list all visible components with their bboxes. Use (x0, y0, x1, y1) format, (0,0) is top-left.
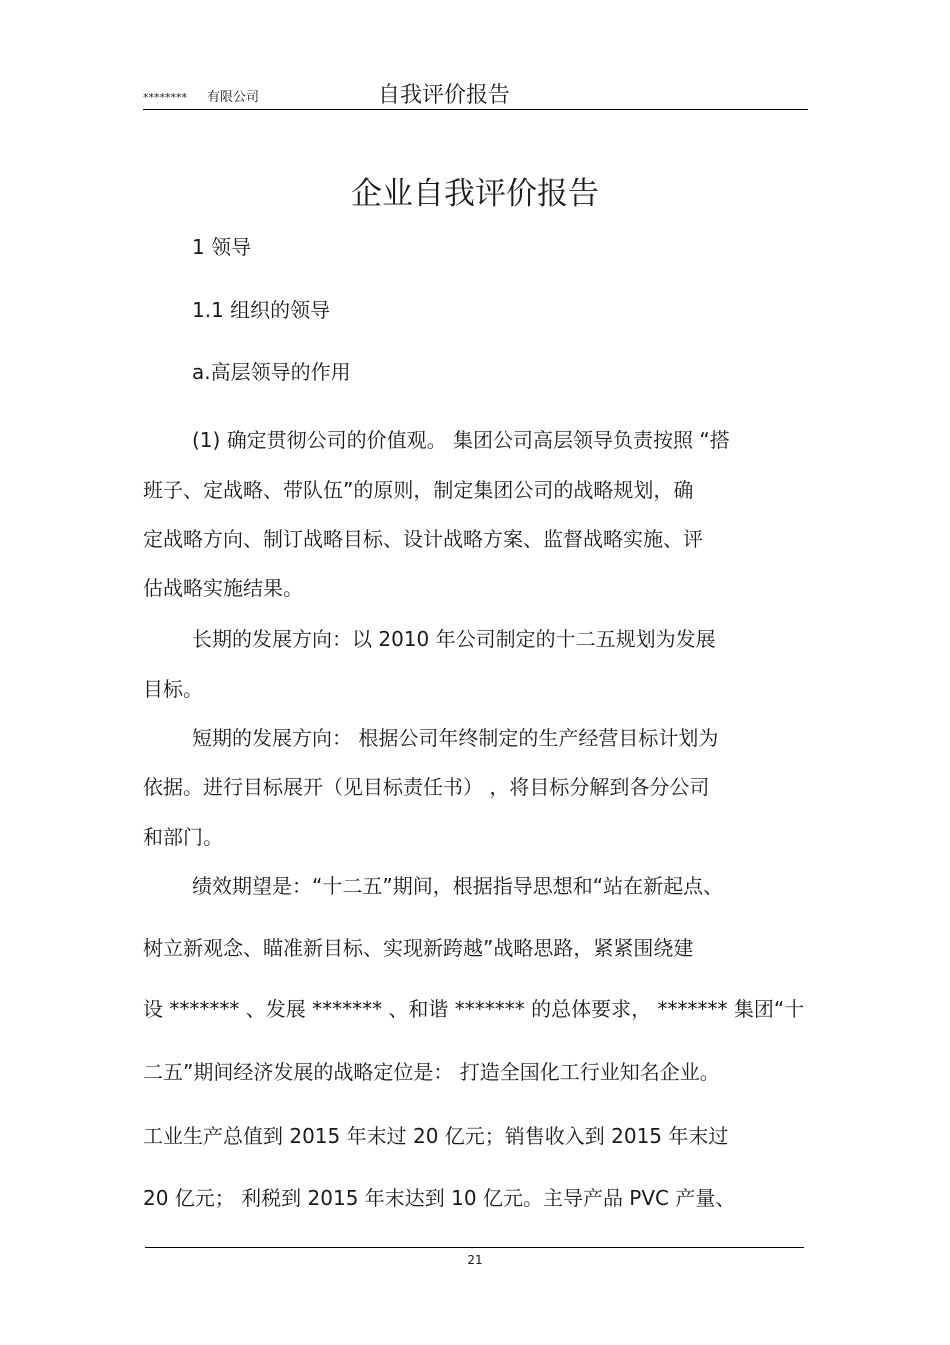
body-line: 依据。进行目标展开（见目标责任书） ，将目标分解到各分公司 (143, 775, 710, 799)
body-line: (1) 确定贯彻公司的价值观。 集团公司高层领导负责按照 “搭 (192, 428, 730, 452)
body-line: 20 亿元； 利税到 2015 年末达到 10 亿元。主导产品 PVC 产量、 (143, 1186, 736, 1210)
footer-divider (145, 1247, 804, 1248)
header-report-title: 自我评价报告 (378, 83, 511, 108)
body-line: 长期的发展方向：以 2010 年公司制定的十二五规划为发展 (192, 627, 716, 651)
body-line: 估战略实施结果。 (143, 576, 303, 600)
header-company (143, 86, 259, 105)
section-heading: 1 领导 (192, 235, 252, 259)
header-company-stars: ******** (143, 91, 187, 104)
header-divider (143, 109, 808, 110)
body-line: 目标。 (143, 677, 203, 701)
page-number: 21 (467, 1253, 483, 1267)
body-line: 工业生产总值到 2015 年末过 20 亿元；销售收入到 2015 年末过 (143, 1124, 729, 1148)
subsection-heading: 1.1 组织的领导 (192, 298, 331, 322)
body-line: 和部门。 (143, 825, 223, 849)
body-line: 二五”期间经济发展的战略定位是： 打造全国化工行业知名企业。 (143, 1060, 720, 1084)
body-line: 定战略方向、制订战略目标、设计战略方案、监督战略实施、评 (143, 527, 703, 551)
body-line: 短期的发展方向： 根据公司年终制定的生产经营目标计划为 (192, 726, 719, 750)
body-line: 设 ******* 、发展 ******* 、和谐 ******* 的总体要求， ******* 集团“十 (143, 997, 805, 1021)
body-line: 树立新观念、瞄准新目标、实现新跨越”战略思路，紧紧围绕建 (143, 936, 694, 960)
document-title: 企业自我评价报告 (351, 176, 599, 212)
item-heading: a.高层领导的作用 (192, 360, 351, 384)
header-company-name: 有限公司 (207, 90, 260, 105)
body-line: 绩效期望是：“十二五”期间，根据指导思想和“站在新起点、 (192, 874, 724, 898)
body-line: 班子、定战略、带队伍”的原则，制定集团公司的战略规划，确 (143, 478, 694, 502)
